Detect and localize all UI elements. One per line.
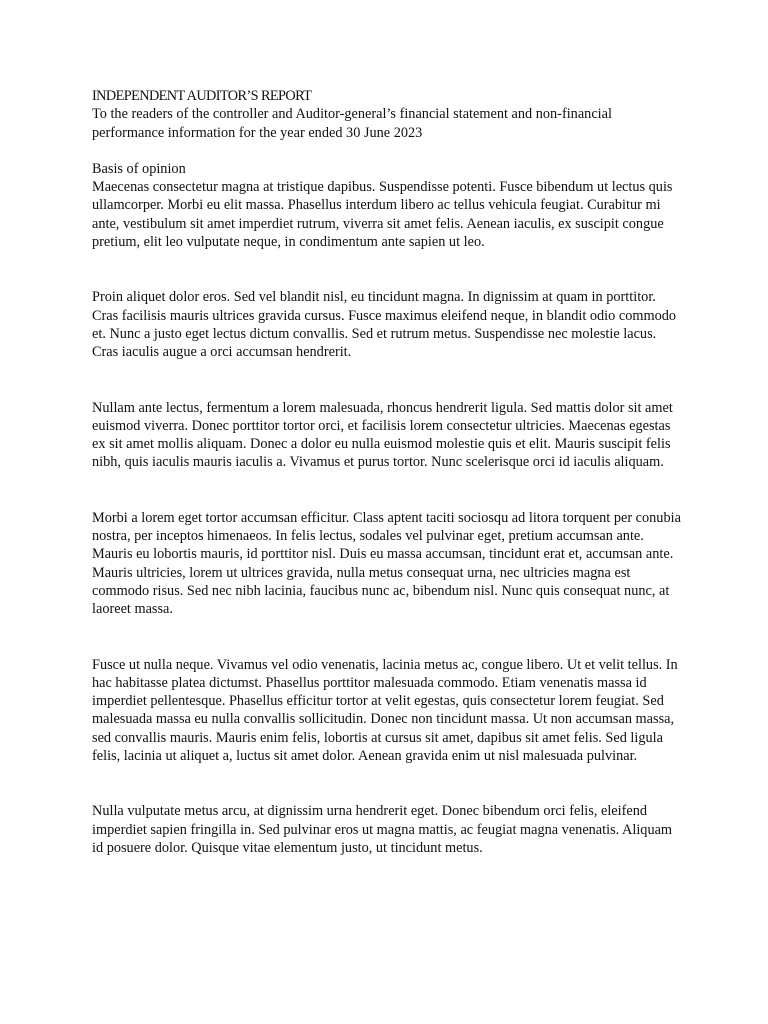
paragraph: Morbi a lorem eget tortor accumsan efficitur. Class aptent taciti sociosqu ad litora torquent per conubia nostra, per inceptos himenaeos. In felis lectus, sodales vel pulvinar eget, pretium accumsan ante. Mauris eu lobortis mauris, id porttitor nisl. Duis eu massa accumsan, tincidunt erat et, accumsan ante. Mauris ultricies, lorem ut ultrices gravida, nulla metus consequat urna, nec ultricies magna est commodo risus. Sed nec nibh lacinia, faucibus nunc ac, bibendum nisl. Nunc quis consequat nunc, at laoreet massa. — [92, 509, 681, 618]
section-heading: Basis of opinion — [92, 160, 186, 177]
paragraph: Nullam ante lectus, fermentum a lorem malesuada, rhoncus hendrerit ligula. Sed mattis dolor sit amet euismod viverra. Donec porttitor tortor orci, et facilisis lorem consectetur ultricies. Maecenas egestas ex sit amet mollis aliquam. Donec a dolor eu nulla euismod molestie quis et elit. Mauris suscipit felis nibh, quis iaculis mauris iaculis a. Vivamus et purus tortor. Nunc scelerisque orci id iaculis aliquam. — [92, 399, 673, 471]
paragraph: Proin aliquet dolor eros. Sed vel blandit nisl, eu tincidunt magna. In dignissim at quam in porttitor. Cras facilisis mauris ultrices gravida cursus. Fusce maximus eleifend neque, in blandit odio commodo et. Nunc a justo eget lectus dictum convallis. Sed et rutrum metus. Suspendisse nec molestie lacus. Cras iaculis augue a orci accumsan hendrerit. — [92, 289, 677, 361]
paragraph: Maecenas consectetur magna at tristique dapibus. Suspendisse potenti. Fusce bibendum ut lectus quis ullamcorper. Morbi eu elit massa. Phasellus interdum libero ac tellus vehicula feugiat. Curabitur mi ante, vestibulum sit amet imperdiet rutrum, viverra sit amet felis. Aenean iaculis, ex suscipit congue pretium, elit leo vulputate neque, in condimentum ante sapien ut leo. — [92, 179, 673, 251]
addressee-line: To the readers of the controller and Auditor-general’s financial statement and non-financial performance information for the year ended 30 June 2023 — [92, 106, 612, 141]
report-title: INDEPENDENT AUDITOR’S REPORT — [92, 88, 312, 104]
paragraph: Nulla vulputate metus arcu, at dignissim urna hendrerit eget. Donec bibendum orci felis, eleifend imperdiet sapien fringilla in. Sed pulvinar eros ut magna mattis, ac feugiat magna venenatis. Aliquam id posuere dolor. Quisque vitae elementum justo, ut tincidunt metus. — [92, 803, 673, 856]
body-text — [92, 178, 682, 857]
paragraph: Fusce ut nulla neque. Vivamus vel odio venenatis, lacinia metus ac, congue libero. Ut et velit tellus. In hac habitasse platea dictumst. Phasellus porttitor malesuada commodo. Etiam venenatis massa id imperdiet pellentesque. Phasellus efficitur tortor at velit egestas, quis consectetur lorem feugiat. Sed malesuada massa eu nulla convallis sollicitudin. Donec non tincidunt massa. Ut non accumsan massa, sed convallis mauris. Mauris enim felis, lobortis at cursus sit amet, dapibus sit amet felis. Sed ligula felis, lacinia ut aliquet a, luctus sit amet dolor. Aenean gravida enim ut nisl malesuada pulvinar. — [92, 656, 678, 765]
document-page — [92, 87, 682, 857]
